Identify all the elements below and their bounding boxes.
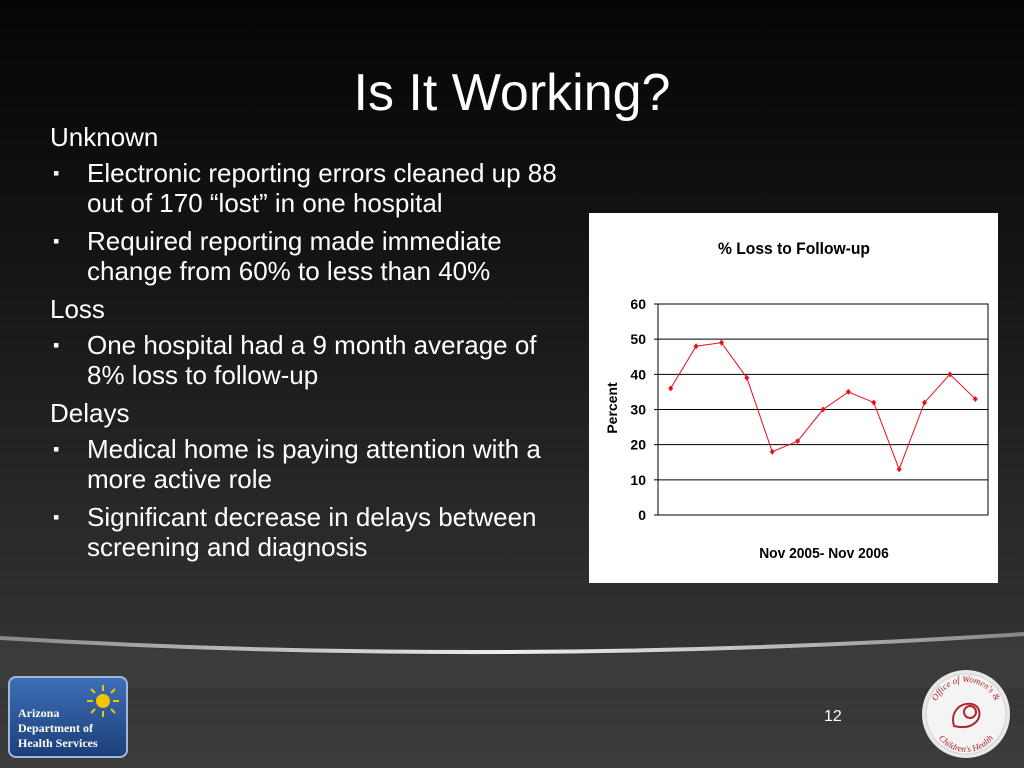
- owch-arc-text: Office of Women's &: [929, 673, 1003, 703]
- y-tick-label: 30: [630, 401, 646, 418]
- owch-logo: [920, 668, 1012, 760]
- chart-panel: [589, 213, 998, 583]
- bullet-item: [50, 330, 570, 390]
- logo-line: Department of: [18, 721, 93, 735]
- y-tick-label: 20: [630, 436, 646, 453]
- series-line: [671, 343, 976, 470]
- line-chart: [589, 213, 998, 583]
- bullet-item: [50, 502, 570, 562]
- y-tick-label: 50: [630, 331, 646, 348]
- bullet-content: [50, 122, 570, 570]
- data-point: [871, 399, 876, 405]
- footer-swoosh: [0, 628, 1024, 688]
- y-tick-label: 10: [630, 471, 646, 488]
- x-axis-label: Nov 2005- Nov 2006: [759, 545, 889, 563]
- y-tick-label: 0: [638, 507, 646, 523]
- bullet-item: [50, 434, 570, 494]
- bullet-marker-icon: ▪: [53, 163, 60, 183]
- bullet-item: [50, 226, 570, 286]
- data-point: [897, 466, 902, 472]
- bullet-text: Required reporting made immediate change from 60% to less than 40%: [87, 226, 502, 286]
- slide-title: Is It Working?: [353, 64, 671, 122]
- y-tick-label: 60: [630, 296, 646, 312]
- logo-line: Arizona: [18, 706, 60, 720]
- bullet-text: Electronic reporting errors cleaned up 88 out of 170 “lost” in one hospital: [87, 158, 557, 218]
- section-heading: Unknown: [50, 122, 159, 152]
- chart-title: % Loss to Follow-up: [718, 239, 870, 259]
- bullet-item: [50, 158, 570, 218]
- data-point: [770, 449, 775, 455]
- owch-arc-text: Children's Health: [936, 732, 996, 755]
- logo-line: Health Services: [18, 736, 98, 750]
- bullet-text: Significant decrease in delays between screening and diagnosis: [87, 502, 537, 562]
- bullet-text: Medical home is paying attention with a more active role: [87, 434, 541, 494]
- y-axis-label: Percent: [604, 382, 620, 434]
- page-number: 12: [824, 708, 842, 725]
- bullet-marker-icon: ▪: [53, 507, 60, 527]
- bullet-marker-icon: ▪: [53, 439, 60, 459]
- bullet-text: One hospital had a 9 month average of 8% loss to follow-up: [87, 330, 537, 390]
- section-heading: Loss: [50, 294, 105, 324]
- adhs-logo: [8, 676, 128, 758]
- bullet-marker-icon: ▪: [53, 335, 60, 355]
- bullet-marker-icon: ▪: [53, 231, 60, 251]
- section-heading: Delays: [50, 398, 130, 428]
- adhs-logo-text: [18, 706, 98, 751]
- data-point: [846, 389, 851, 395]
- y-tick-label: 40: [630, 366, 646, 383]
